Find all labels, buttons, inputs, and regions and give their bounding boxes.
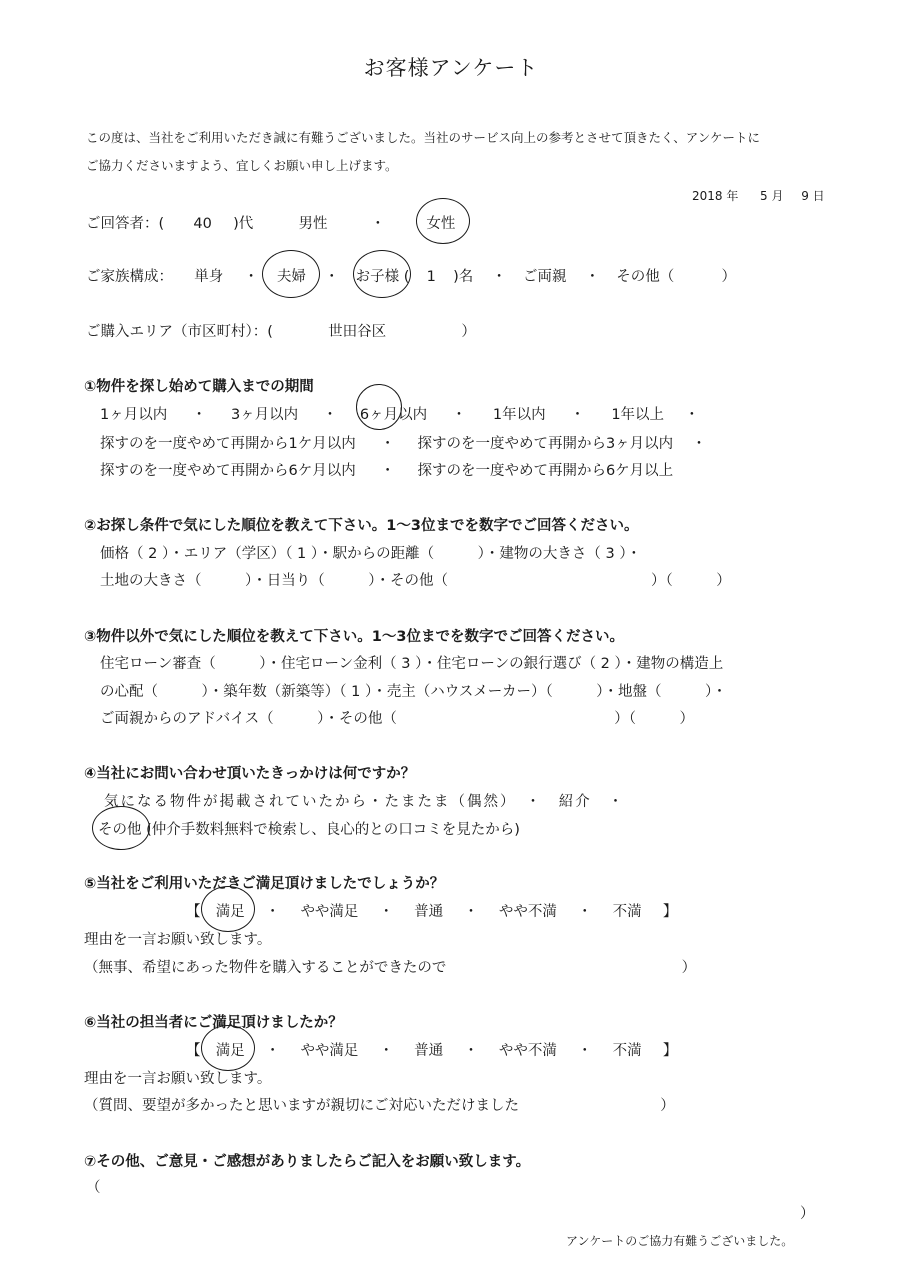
q5-option: 普通: [414, 904, 444, 920]
separator: ・: [379, 904, 394, 920]
q5-option: やや満足: [300, 904, 359, 920]
selected-mark-other: [92, 806, 150, 850]
bracket-close: 】: [662, 1043, 678, 1059]
q1-heading: ①物件を探し始めて購入までの期間: [84, 379, 314, 395]
date: [692, 187, 825, 204]
q6-option-selected: 満足: [215, 1043, 245, 1059]
footer-thanks: アンケートのご協力有難うございました。: [566, 1234, 794, 1248]
q1-option: 探すのを一度やめて再開から6ケ月以上: [417, 463, 674, 479]
option-couple: 夫婦: [276, 269, 306, 285]
separator: ・: [380, 436, 395, 452]
family-row: [86, 265, 736, 286]
date-month: 5: [760, 189, 768, 203]
q1-option: 探すのを一度やめて再開から3ヶ月以内: [417, 436, 674, 452]
separator: ・: [463, 1043, 479, 1059]
date-day: 9: [801, 189, 809, 203]
respondent-row: [86, 212, 455, 233]
bracket-open: 【: [186, 904, 201, 920]
q7-open-paren: （: [86, 1180, 101, 1196]
separator: ・: [322, 407, 338, 423]
date-year-unit: 年: [726, 189, 739, 203]
intro-line-1: この度は、当社をご利用いただき誠に有難うございました。当社のサービス向上の参考とさせて頂きたく、アンケートに: [86, 130, 761, 145]
separator: ・: [684, 407, 700, 423]
separator: ・: [370, 216, 386, 232]
separator: ・: [380, 463, 395, 479]
q1-option-selected: 6ヶ月以内: [359, 407, 428, 423]
separator: ・: [379, 1043, 394, 1059]
intro-line-2: ご協力くださいますよう、宜しくお願い申し上げます。: [86, 158, 398, 173]
separator: ・: [265, 904, 280, 920]
q4-line-2: [98, 818, 520, 839]
date-day-unit: 日: [812, 189, 825, 203]
children-count-open: (: [403, 269, 410, 285]
option-parents: ご両親: [523, 269, 567, 285]
option-other-close: ）: [721, 269, 736, 285]
q1-option: 1年以内: [492, 407, 546, 423]
children-count-close: )名: [453, 269, 474, 285]
q3-heading: ③物件以外で気にした順位を教えて下さい。1～3位までを数字でご回答ください。: [84, 629, 624, 645]
page-title: お客様アンケート: [363, 56, 539, 80]
separator: ・: [191, 407, 207, 423]
separator: ・: [324, 269, 340, 285]
q1-option: 3ヶ月以内: [230, 407, 299, 423]
date-month-unit: 月: [771, 189, 784, 203]
separator: ・: [577, 904, 592, 920]
selected-mark-female: [416, 198, 470, 244]
q7-close-paren: ）: [800, 1206, 815, 1222]
q1-option: 探すのを一度やめて再開から6ケ月以内: [100, 463, 356, 479]
q5-reason-label: 理由を一言お願い致します。: [84, 932, 272, 948]
selected-mark-couple: [262, 250, 320, 298]
separator: ・: [691, 436, 707, 452]
children-count: 1: [426, 269, 436, 285]
q6-option: やや満足: [300, 1043, 359, 1059]
q4-option-other: その他: [98, 822, 142, 838]
separator: ・: [243, 269, 259, 285]
separator: ・: [570, 407, 585, 423]
option-female: 女性: [426, 216, 456, 232]
bracket-close: 】: [662, 904, 678, 920]
q5-reason-text: （無事、希望にあった物件を購入することができたので: [84, 960, 447, 976]
q5-reason: [84, 956, 696, 977]
q2-line-2: 土地の大きさ（ ）・日当り（ ）・その他（ ）（ ）: [100, 573, 731, 589]
family-label: ご家族構成：: [86, 269, 173, 285]
q6-reason-close: ）: [660, 1098, 675, 1114]
q5-option: 不満: [612, 904, 642, 920]
q6-heading: ⑥当社の担当者にご満足頂けましたか？: [84, 1015, 343, 1031]
respondent-age: 40: [193, 216, 212, 232]
q3-line-3: ご両親からのアドバイス（ ）・その他（ ）（ ）: [100, 711, 695, 727]
separator: ・: [451, 407, 467, 423]
option-male: 男性: [298, 216, 328, 232]
selected-mark-6-months: [356, 384, 402, 430]
q5-heading: ⑤当社をご利用いただきご満足頂けましたでしょうか？: [84, 876, 445, 892]
area-close: ）: [461, 324, 476, 340]
q1-row-2: [100, 432, 706, 453]
q6-option: 普通: [414, 1043, 444, 1059]
area-row: [86, 320, 476, 341]
q6-reason-text: （質問、要望が多かったと思いますが親切にご対応いただけました: [84, 1098, 519, 1114]
q4-line-1: 気になる物件が掲載されていたから・たまたま（偶然） ・ 紹介 ・: [104, 794, 625, 810]
selected-mark-q6-satisfied: [201, 1025, 255, 1071]
bracket-open: 【: [186, 1043, 201, 1059]
respondent-age-suffix: )代: [233, 216, 254, 232]
option-children: お子様: [355, 269, 400, 285]
q6-reason: [84, 1094, 675, 1115]
q1-option: 1ヶ月以内: [100, 407, 168, 423]
q1-row-3: [100, 459, 673, 480]
q2-heading: ②お探し条件で気にした順位を教えて下さい。1～3位までを数字でご回答ください。: [84, 518, 639, 534]
separator: ・: [491, 269, 507, 285]
q6-options: [186, 1039, 677, 1060]
selected-mark-children: [353, 250, 411, 298]
option-single: 単身: [194, 269, 224, 285]
q4-heading: ④当社にお問い合わせ頂いたきっかけは何ですか？: [84, 766, 416, 782]
respondent-label: ご回答者：(: [86, 216, 165, 232]
q5-option-selected: 満足: [215, 904, 245, 920]
selected-mark-q5-satisfied: [201, 886, 255, 932]
separator: ・: [585, 269, 600, 285]
q3-line-1: 住宅ローン審査（ ）・住宅ローン金利（ 3 ）・住宅ローンの銀行選び（ 2 ）・建物の構造上: [100, 656, 724, 672]
q5-option: やや不満: [498, 904, 557, 920]
separator: ・: [265, 1043, 280, 1059]
area-value: 世田谷区: [328, 324, 387, 340]
q5-reason-close: ）: [681, 960, 697, 976]
date-year: 2018: [692, 189, 723, 203]
option-other: その他（: [616, 269, 675, 285]
q1-option: 1年以上: [611, 407, 665, 423]
q7-heading: ⑦その他、ご意見・ご感想がありましたらご記入をお願い致します。: [84, 1154, 531, 1170]
q6-option: やや不満: [498, 1043, 557, 1059]
q6-option: 不満: [612, 1043, 642, 1059]
q3-line-2: の心配（ ）・築年数（新築等）（ 1 ）・売主（ハウスメーカー）（ ）・地盤（ ）・: [100, 684, 727, 700]
q6-reason-label: 理由を一言お願い致します。: [84, 1071, 272, 1087]
separator: ・: [577, 1043, 592, 1059]
q1-option: 探すのを一度やめて再開から1ケ月以内: [100, 436, 356, 452]
area-label: ご購入エリア（市区町村）：(: [86, 324, 273, 340]
q4-other-detail: (仲介手数料無料で検索し、良心的との口コミを見たから): [146, 822, 520, 838]
q2-line-1: 価格（ 2 ）・エリア（学区）（ 1 ）・駅からの距離（ ）・建物の大きさ（ 3 ）・: [100, 546, 642, 562]
q5-options: [186, 900, 677, 921]
separator: ・: [463, 904, 479, 920]
